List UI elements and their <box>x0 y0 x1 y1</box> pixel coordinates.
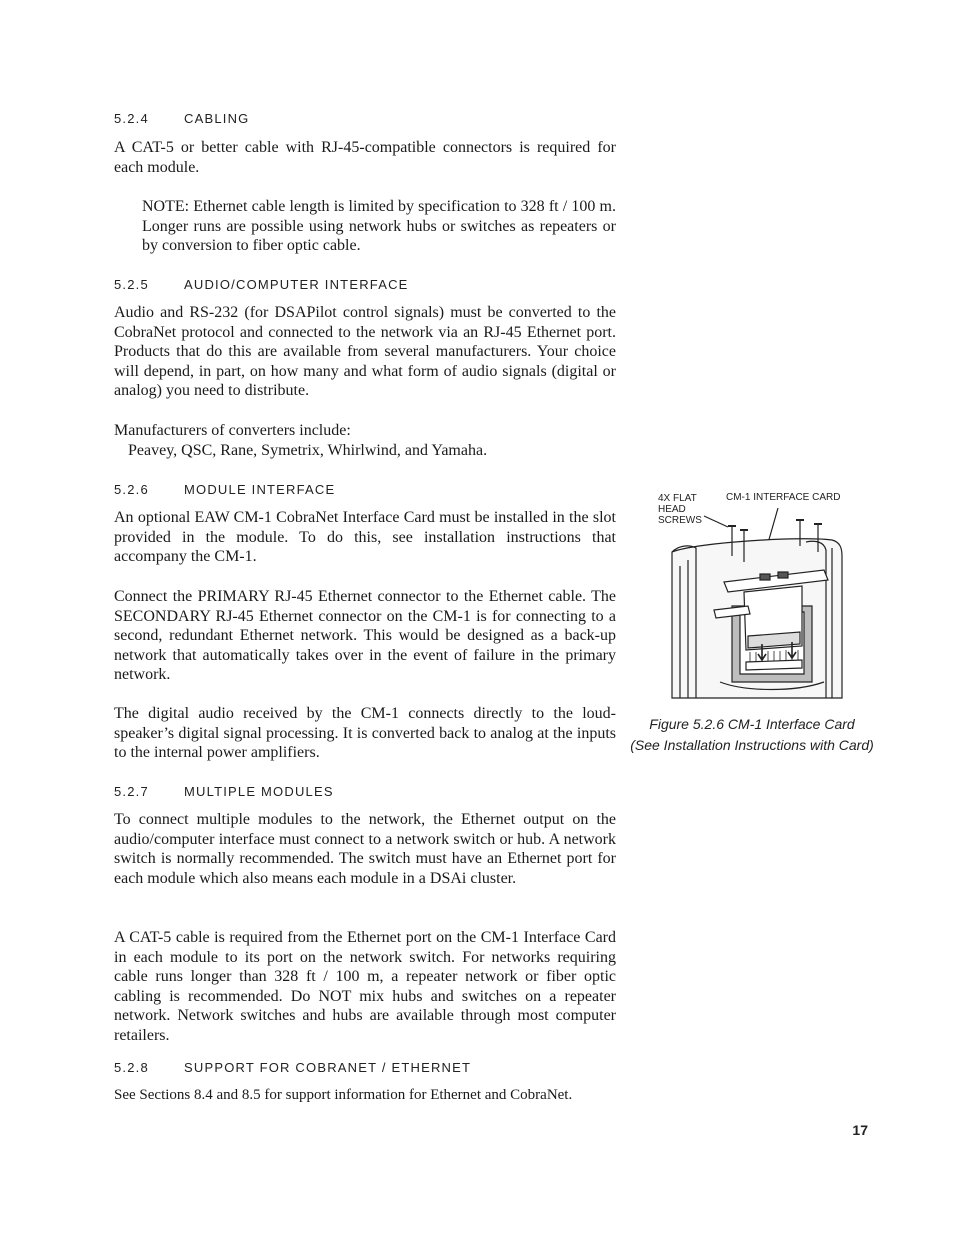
figure-caption-note: (See Installation Instructions with Card) <box>630 737 874 753</box>
paragraph: Manufacturers of converters include: <box>114 422 351 439</box>
section-number: 5.2.4 <box>114 111 149 126</box>
section-heading-5-2-8 <box>114 1060 471 1075</box>
section-title: MULTIPLE MODULES <box>184 784 334 799</box>
paragraph: To connect multiple modules to the network, the Ethernet output on the audio/computer interface must connect to a network switch or hub. A network switch is normally recommended. The switch must have an Ethernet port for each module which also means each module in a DSAi cluster. <box>114 811 616 887</box>
section-heading-5-2-5 <box>114 277 409 292</box>
manufacturer-list: Peavey, QSC, Rane, Symetrix, Whirlwind, and Yamaha. <box>128 442 488 459</box>
screws-label-line: HEAD <box>658 504 686 515</box>
paragraph: An optional EAW CM-1 CobraNet Interface Card must be installed in the slot provided in the module. To do this, see installation instructions that accompany the CM-1. <box>114 509 616 566</box>
paragraph: Audio and RS-232 (for DSAPilot control signals) must be converted to the CobraNet protocol and connected to the network via an RJ-45 Ethernet port. Products that do this are available from several manufacturers. Your choice will depend, in part, on how many and what form of audio signals (digital or analog) you need to distribute. <box>114 304 616 400</box>
cm1-interface-card-figure <box>636 486 876 706</box>
card-label: CM-1 INTERFACE CARD <box>726 492 841 503</box>
section-heading-5-2-6 <box>114 482 335 497</box>
note-paragraph: NOTE: Ethernet cable length is limited by specification to 328 ft / 100 m. Longer runs are possible using network hubs or switches as repeaters or by conversion to fiber optic cable. <box>142 198 616 255</box>
rj45-port-primary <box>760 574 770 580</box>
section-number: 5.2.8 <box>114 1060 149 1075</box>
card-edge-connector <box>746 660 802 670</box>
paragraph: See Sections 8.4 and 8.5 for support information for Ethernet and CobraNet. <box>114 1087 573 1103</box>
paragraph: The digital audio received by the CM-1 connects directly to the loud-speaker’s digital signal processing. It is converted back to analog at the inputs to the internal power amplifiers. <box>114 705 616 762</box>
screws-label-line: 4X FLAT <box>658 493 697 504</box>
section-title: AUDIO/COMPUTER INTERFACE <box>184 277 409 292</box>
figure-caption: Figure 5.2.6 CM-1 Interface Card <box>649 716 855 732</box>
rj45-port-secondary <box>778 572 788 578</box>
section-title: SUPPORT FOR COBRANET / ETHERNET <box>184 1060 472 1075</box>
paragraph: Connect the PRIMARY RJ-45 Ethernet connector to the Ethernet cable. The SECONDARY RJ-45 Ethernet connector on the CM-1 is for connecting to a second, redundant Ethernet network. This would be designed as a back-up network that automatically takes over in the event of failure in the primary network. <box>114 588 616 684</box>
section-heading-5-2-4 <box>114 111 249 126</box>
section-number: 5.2.5 <box>114 277 149 292</box>
paragraph: A CAT-5 or better cable with RJ-45-compatible connectors is required for each module. <box>114 139 616 176</box>
speaker-module-illustration <box>636 486 876 706</box>
section-heading-5-2-7 <box>114 784 334 799</box>
section-title: MODULE INTERFACE <box>184 482 336 497</box>
paragraph: A CAT-5 cable is required from the Ethernet port on the CM-1 Interface Card in each module to its port on the network switch. For networks requiring cable runs longer than 328 ft / 100 m, a repeater network or fiber optic cabling is recommended. Do NOT mix hubs and switches on a repeater network. Network switches and hubs are available through most computer retailers. <box>114 929 616 1044</box>
page-number: 17 <box>852 1122 868 1138</box>
screws-leader-line <box>704 516 728 527</box>
section-title: CABLING <box>184 111 250 126</box>
screws-label-line: SCREWS <box>658 515 702 526</box>
section-number: 5.2.7 <box>114 784 149 799</box>
section-number: 5.2.6 <box>114 482 149 497</box>
